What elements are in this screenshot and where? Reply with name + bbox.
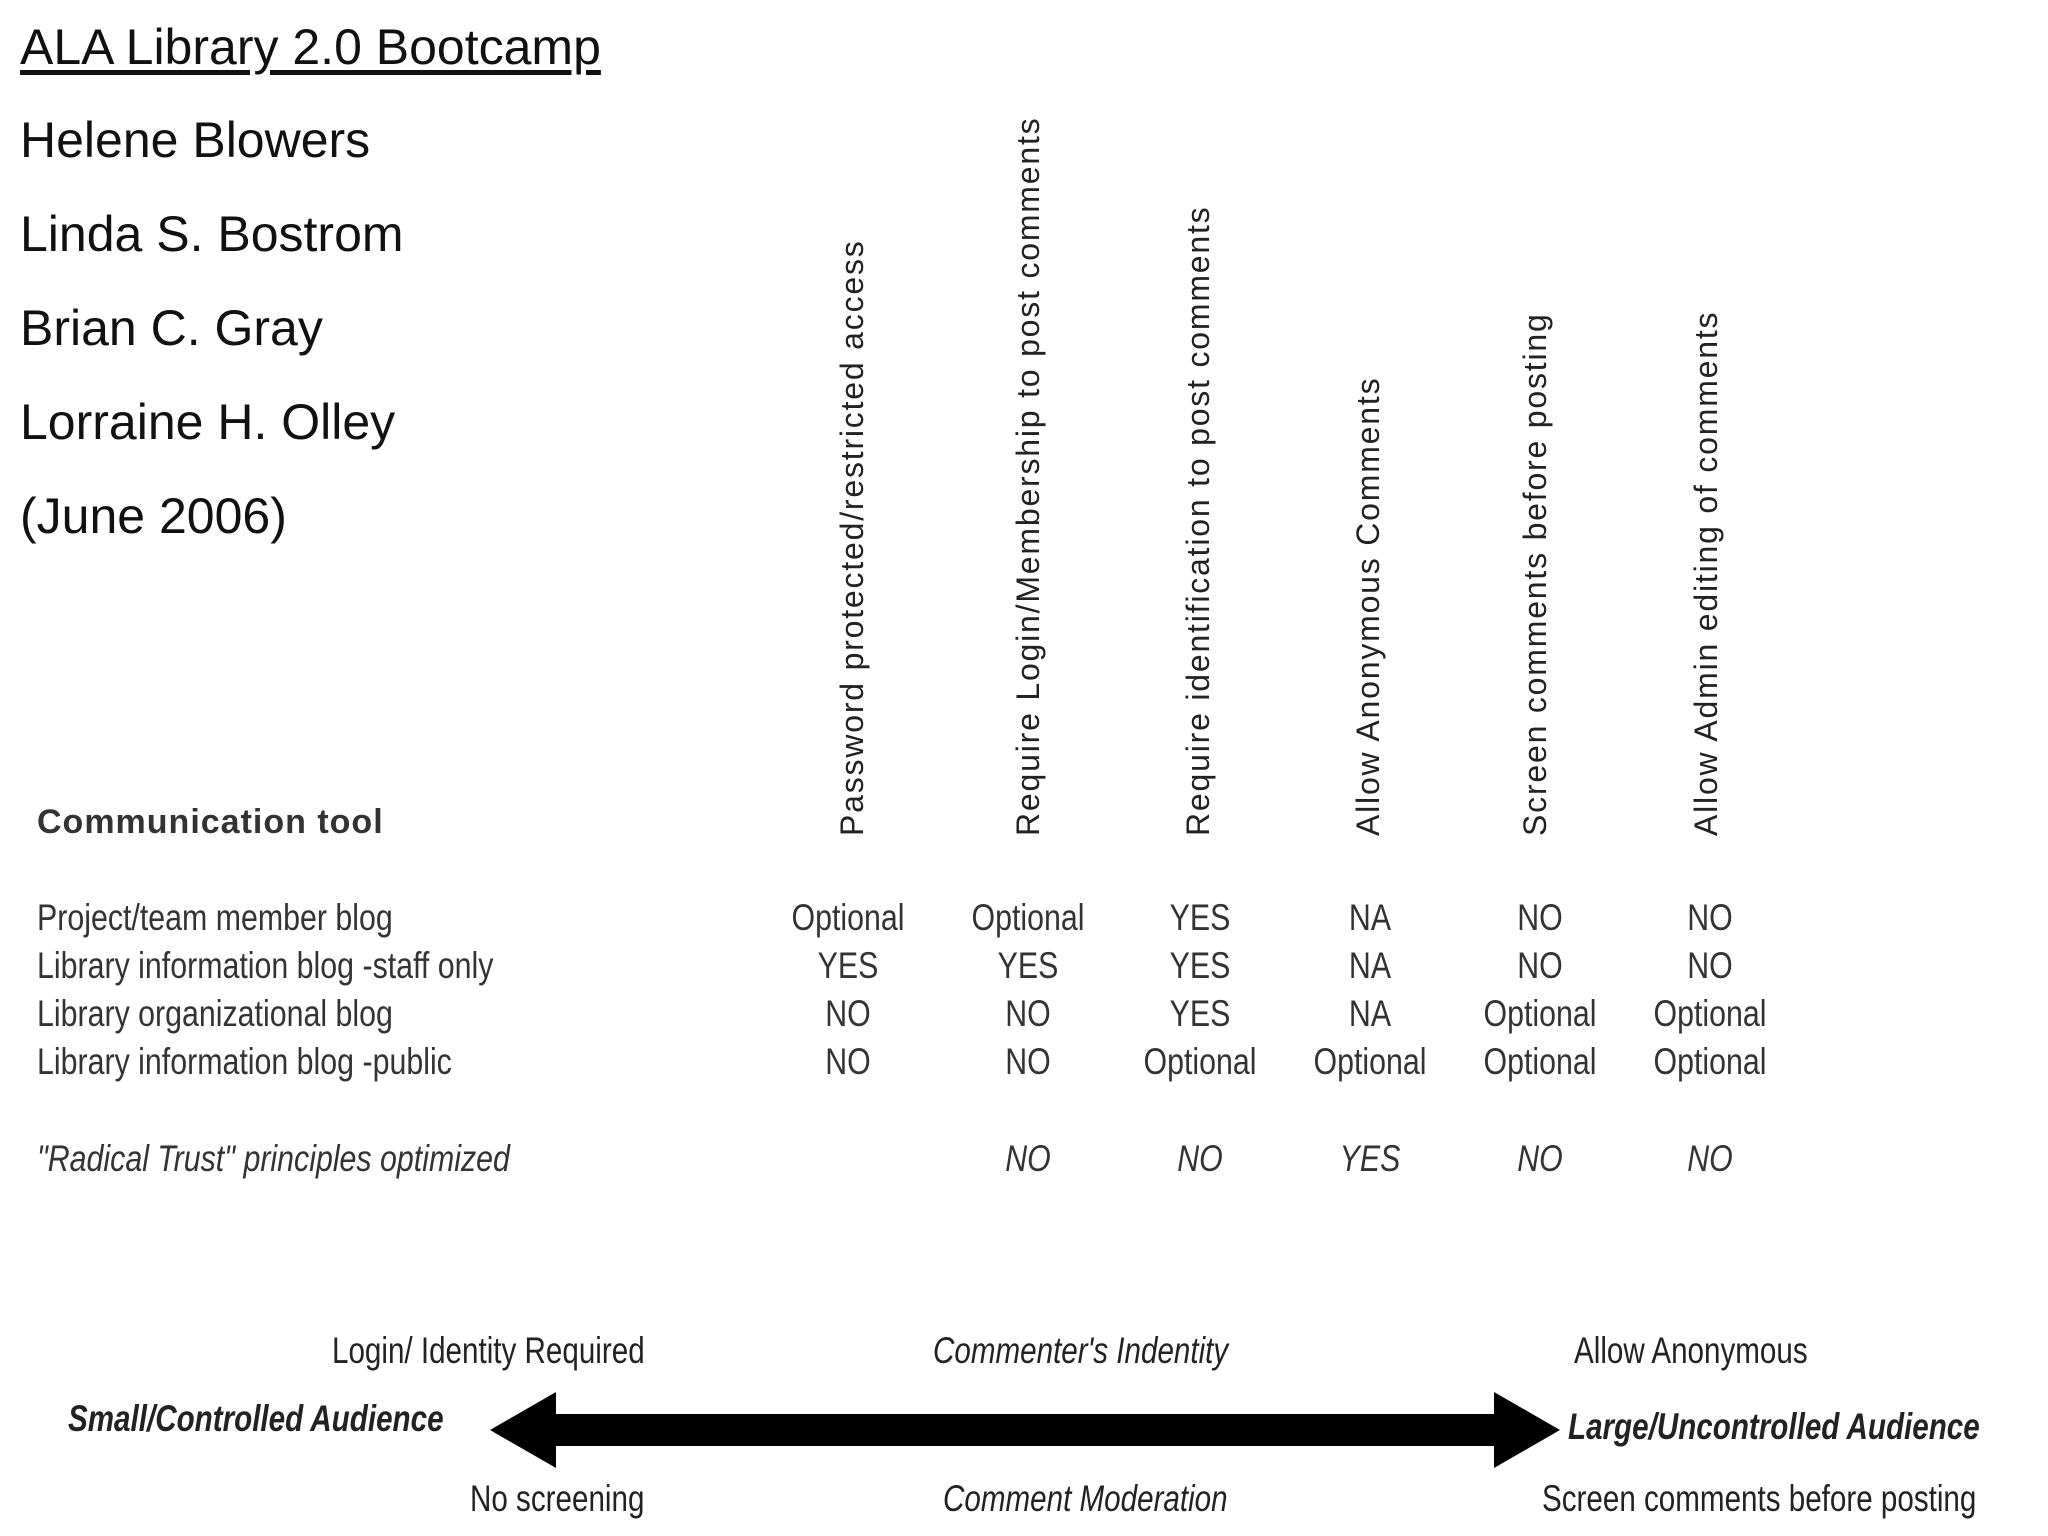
table-cell: NO — [825, 993, 871, 1034]
table-cell: NA — [1348, 897, 1392, 938]
scale-bottom-left-label: No screening — [470, 1478, 645, 1519]
column-header: Require identification to post comments — [1180, 205, 1216, 836]
author-name: Brian C. Gray — [20, 300, 323, 356]
table-cell: NO — [1687, 897, 1733, 938]
table-cell: NO — [1687, 945, 1733, 986]
table-cell: Optional — [1313, 1041, 1427, 1082]
table-cell: NO — [1177, 1138, 1223, 1179]
author-name: Linda S. Bostrom — [20, 206, 404, 262]
table-cell: Optional — [1653, 993, 1767, 1034]
table-cell: NA — [1348, 945, 1392, 986]
row-label: Library information blog -public — [37, 1041, 452, 1082]
table-cell: YES — [997, 945, 1059, 986]
table-cell: NO — [1517, 897, 1563, 938]
column-header: Password protected/restricted access — [834, 239, 870, 836]
table-cell: Optional — [1483, 993, 1597, 1034]
presentation-title[interactable]: ALA Library 2.0 Bootcamp — [20, 19, 601, 75]
scale-top-center-label: Commenter's Indentity — [933, 1330, 1229, 1371]
row-label: Project/team member blog — [37, 897, 393, 938]
author-name: Helene Blowers — [20, 112, 371, 168]
table-cell: Optional — [1653, 1041, 1767, 1082]
scale-right-end-label: Large/Uncontrolled Audience — [1568, 1406, 1980, 1447]
row-label: Library organizational blog — [37, 993, 393, 1034]
scale-bottom-center-label: Comment Moderation — [943, 1478, 1228, 1519]
table-cell: YES — [1169, 945, 1231, 986]
table-cell: NO — [1517, 1138, 1563, 1179]
table-cell: NO — [1005, 1138, 1051, 1179]
presentation-date: (June 2006) — [20, 488, 287, 544]
column-header: Allow Anonymous Comments — [1350, 376, 1386, 836]
column-header: Screen comments before posting — [1517, 312, 1553, 836]
table-cell: Optional — [1143, 1041, 1257, 1082]
table-cell: YES — [817, 945, 879, 986]
scale-bottom-right-label: Screen comments before posting — [1542, 1478, 1977, 1519]
table-cell: NO — [1687, 1138, 1733, 1179]
table-cell: YES — [1169, 993, 1231, 1034]
column-header: Allow Admin editing of comments — [1688, 310, 1724, 836]
scale-top-right-label: Allow Anonymous — [1574, 1330, 1808, 1371]
scale-top-left-label: Login/ Identity Required — [332, 1330, 645, 1371]
table-cell: YES — [1169, 897, 1231, 938]
table-cell: Optional — [791, 897, 905, 938]
row-label: Library information blog -staff only — [37, 945, 494, 986]
communication-tool-header: Communication tool — [37, 803, 384, 841]
table-cell: NO — [825, 1041, 871, 1082]
table-cell: NA — [1348, 993, 1392, 1034]
table-cell: Optional — [971, 897, 1085, 938]
scale-left-end-label: Small/Controlled Audience — [68, 1398, 444, 1439]
double-arrow-icon — [490, 1390, 1560, 1470]
table-cell: YES — [1339, 1138, 1401, 1179]
table-cell: NO — [1517, 945, 1563, 986]
table-cell: Optional — [1483, 1041, 1597, 1082]
table-cell: NO — [1005, 1041, 1051, 1082]
author-name: Lorraine H. Olley — [20, 394, 396, 450]
table-cell: NO — [1005, 993, 1051, 1034]
radical-trust-label: "Radical Trust" principles optimized — [37, 1138, 510, 1179]
column-header: Require Login/Membership to post comments — [1010, 116, 1046, 836]
